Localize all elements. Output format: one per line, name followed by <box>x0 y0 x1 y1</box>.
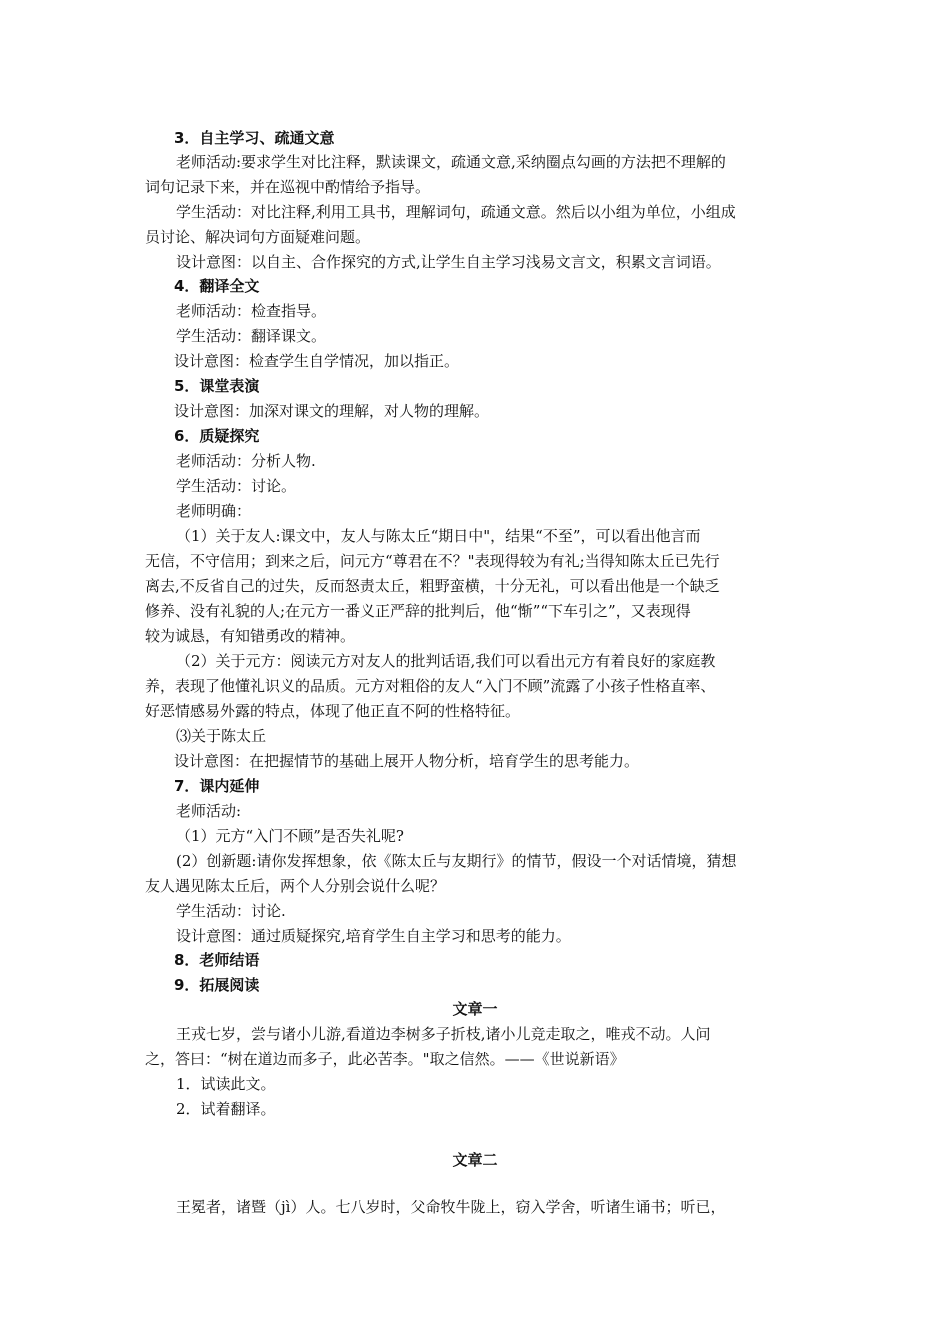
section-7-intent: 设计意图：通过质疑探究,培育学生自主学习和思考的能力。 <box>176 927 571 945</box>
yuanfang-analysis-line-2: 养，表现了他懂礼识义的品质。元方对粗俗的友人“入门不顾”流露了小孩子性格直率、 <box>145 677 716 695</box>
yuanfang-analysis-line-3: 好恶情感易外露的特点，体现了他正直不阿的性格特征。 <box>145 702 521 720</box>
section-6-clarify: 老师明确： <box>176 502 252 520</box>
article-1-task-1: 1．试读此文。 <box>176 1075 276 1093</box>
section-5-intent: 设计意图：加深对课文的理解，对人物的理解。 <box>174 402 490 420</box>
friend-analysis-line-5: 较为诚恳，有知错勇改的精神。 <box>145 627 356 645</box>
section-7-teacher: 老师活动: <box>176 802 242 820</box>
section-3-heading: 3．自主学习、疏通文意 <box>174 129 335 147</box>
section-3-student-line-2: 员讨论、解决词句方面疑难问题。 <box>145 228 371 246</box>
section-6-intent: 设计意图：在把握情节的基础上展开人物分析，培育学生的思考能力。 <box>174 752 640 770</box>
section-5-heading: 5．课堂表演 <box>174 377 260 395</box>
section-4-heading: 4．翻译全文 <box>174 277 260 295</box>
section-7-heading: 7．课内延伸 <box>174 777 260 795</box>
article-2-title: 文章二 <box>452 1151 498 1169</box>
article-1-title: 文章一 <box>452 1000 498 1018</box>
article-2-text-line-1: 王冕者，诸暨（jì）人。七八岁时，父命牧牛陇上，窃入学舍，听诸生诵书；听已， <box>176 1198 726 1216</box>
friend-analysis-line-4: 修养、没有礼貌的人;在元方一番义正严辞的批判后，他“惭”“下车引之”，又表现得 <box>145 602 691 620</box>
section-9-heading: 9．拓展阅读 <box>174 976 260 994</box>
section-7-question-1: （1）元方“入门不顾”是否失礼呢? <box>176 827 404 845</box>
article-1-task-2: 2．试着翻译。 <box>176 1100 276 1118</box>
section-4-intent: 设计意图：检查学生自学情况，加以指正。 <box>174 352 460 370</box>
section-6-student: 学生活动：讨论。 <box>176 477 297 495</box>
friend-analysis-line-3: 离去,不反省自己的过失，反而怒责太丘，粗野蛮横，十分无礼，可以看出他是一个缺乏 <box>145 577 720 595</box>
friend-analysis-line-1: （1）关于友人:课文中，友人与陈太丘“期日中"，结果“不至”，可以看出他言而 <box>176 527 701 545</box>
section-4-teacher: 老师活动：检查指导。 <box>176 302 327 320</box>
section-3-teacher-line-1: 老师活动:要求学生对比注释，默读课文，疏通文意,采纳圈点勾画的方法把不理解的 <box>176 153 726 171</box>
section-6-teacher: 老师活动：分析人物. <box>176 452 316 470</box>
section-3-teacher-line-2: 词句记录下来，并在巡视中酌情给予指导。 <box>145 178 431 196</box>
chentaiqiu-analysis: ⑶关于陈太丘 <box>176 727 267 745</box>
section-3-student-line-1: 学生活动：对比注释,利用工具书，理解词句，疏通文意。然后以小组为单位，小组成 <box>176 203 736 221</box>
section-8-heading: 8．老师结语 <box>174 951 260 969</box>
friend-analysis-line-2: 无信，不守信用；到来之后，问元方“尊君在不？"表现得较为有礼;当得知陈太丘已先行 <box>145 552 720 570</box>
section-4-student: 学生活动：翻译课文。 <box>176 327 327 345</box>
section-7-student: 学生活动：讨论. <box>176 902 286 920</box>
yuanfang-analysis-line-1: （2）关于元方：阅读元方对友人的批判话语,我们可以看出元方有着良好的家庭教 <box>176 652 716 670</box>
section-6-heading: 6．质疑探究 <box>174 427 260 445</box>
article-1-text-line-1: 王戎七岁，尝与诸小儿游,看道边李树多子折枝,诸小儿竞走取之，唯戎不动。人问 <box>176 1025 711 1043</box>
section-3-intent: 设计意图：以自主、合作探究的方式,让学生自主学习浅易文言文，积累文言词语。 <box>176 253 721 271</box>
section-7-question-2-line-1: (2）创新题:请你发挥想象，依《陈太丘与友期行》的情节，假设一个对话情境，猜想 <box>176 852 737 870</box>
section-7-question-2-line-2: 友人遇见陈太丘后，两个人分别会说什么呢？ <box>145 877 446 895</box>
article-1-text-line-2: 之，答曰：“树在道边而多子，此必苦李。"取之信然。——《世说新语》 <box>145 1050 625 1068</box>
